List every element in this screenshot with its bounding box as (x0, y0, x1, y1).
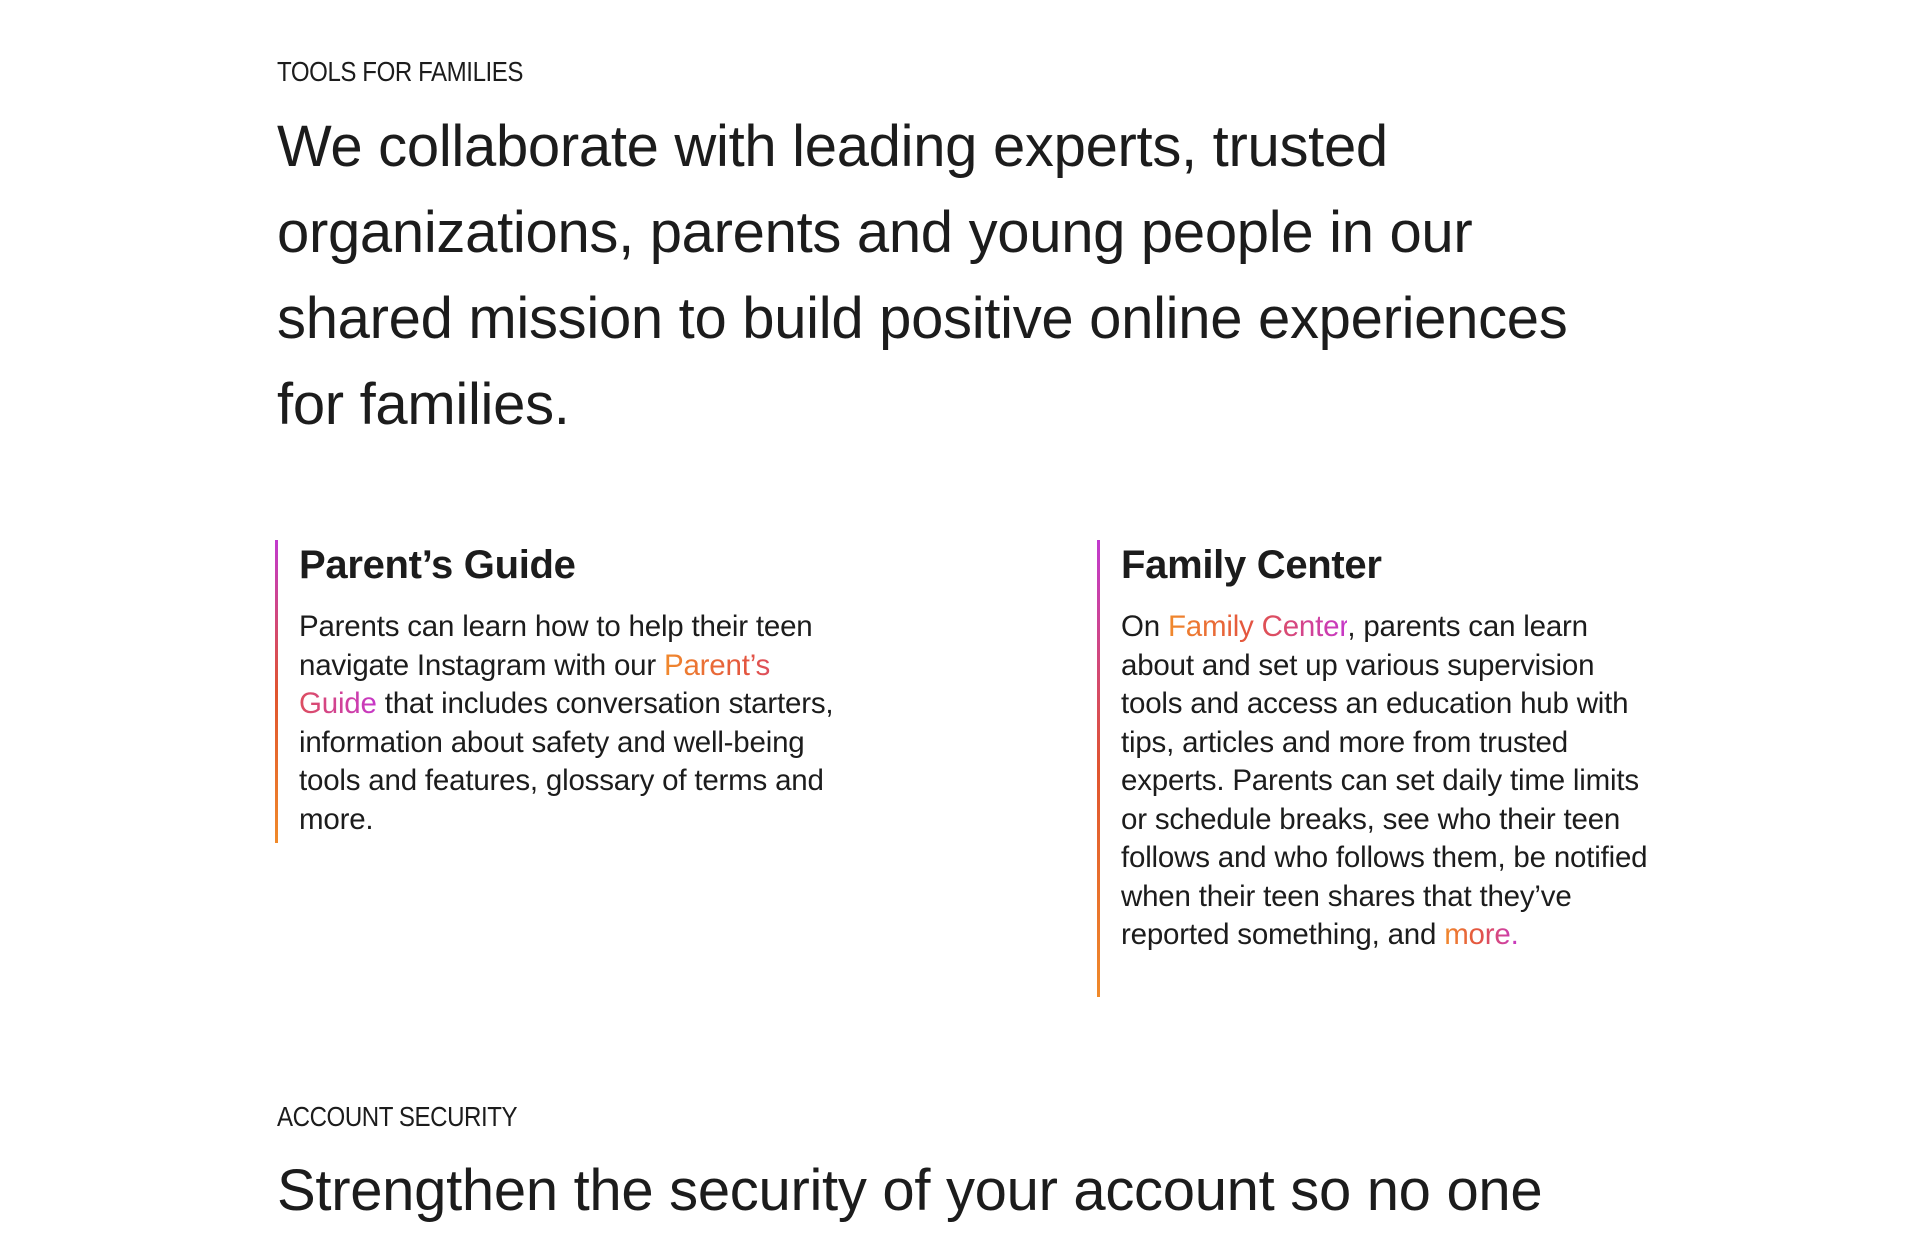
parents-guide-text-start: Parents can learn how to help their teen navigate Instagram with our (299, 610, 813, 682)
parents-guide-link[interactable]: Parent’s Guide (299, 648, 771, 720)
parents-guide-body (299, 608, 839, 839)
security-headline: Strengthen the security of your account so no one (277, 1158, 1543, 1223)
family-center-text-start: On (1121, 610, 1168, 643)
section-headline: We collaborate with leading experts, trusted organizations, parents and young people in our shared mission to build positive online experiences for families. (277, 114, 1568, 437)
security-eyebrow: ACCOUNT SECURITY (277, 1101, 518, 1132)
parents-guide-title: Parent’s Guide (299, 543, 576, 587)
tools-for-families-section (277, 58, 563, 86)
tools-headline-wrap (277, 104, 1627, 448)
security-headline-wrap (277, 1148, 1627, 1234)
family-center-card (1097, 540, 1681, 997)
account-security-section (277, 1103, 556, 1131)
family-center-more-link[interactable]: more. (1444, 918, 1519, 951)
parents-guide-text-end: that includes conversation starters, information about safety and well-being tools and features, glossary of terms and more. (299, 687, 834, 836)
family-center-body (1121, 608, 1661, 955)
family-center-text-middle: , parents can learn about and set up various supervision tools and access an education hub with tips, articles and more from trusted experts. Parents can set daily time limits or schedule breaks, see who their teen follows and who follows them, be notified when their teen shares that they’ve reported something, and (1121, 610, 1648, 951)
parents-guide-card (275, 540, 859, 843)
family-center-title: Family Center (1121, 543, 1382, 587)
section-eyebrow: TOOLS FOR FAMILIES (277, 56, 524, 87)
family-center-link[interactable]: Family Center (1167, 610, 1348, 643)
